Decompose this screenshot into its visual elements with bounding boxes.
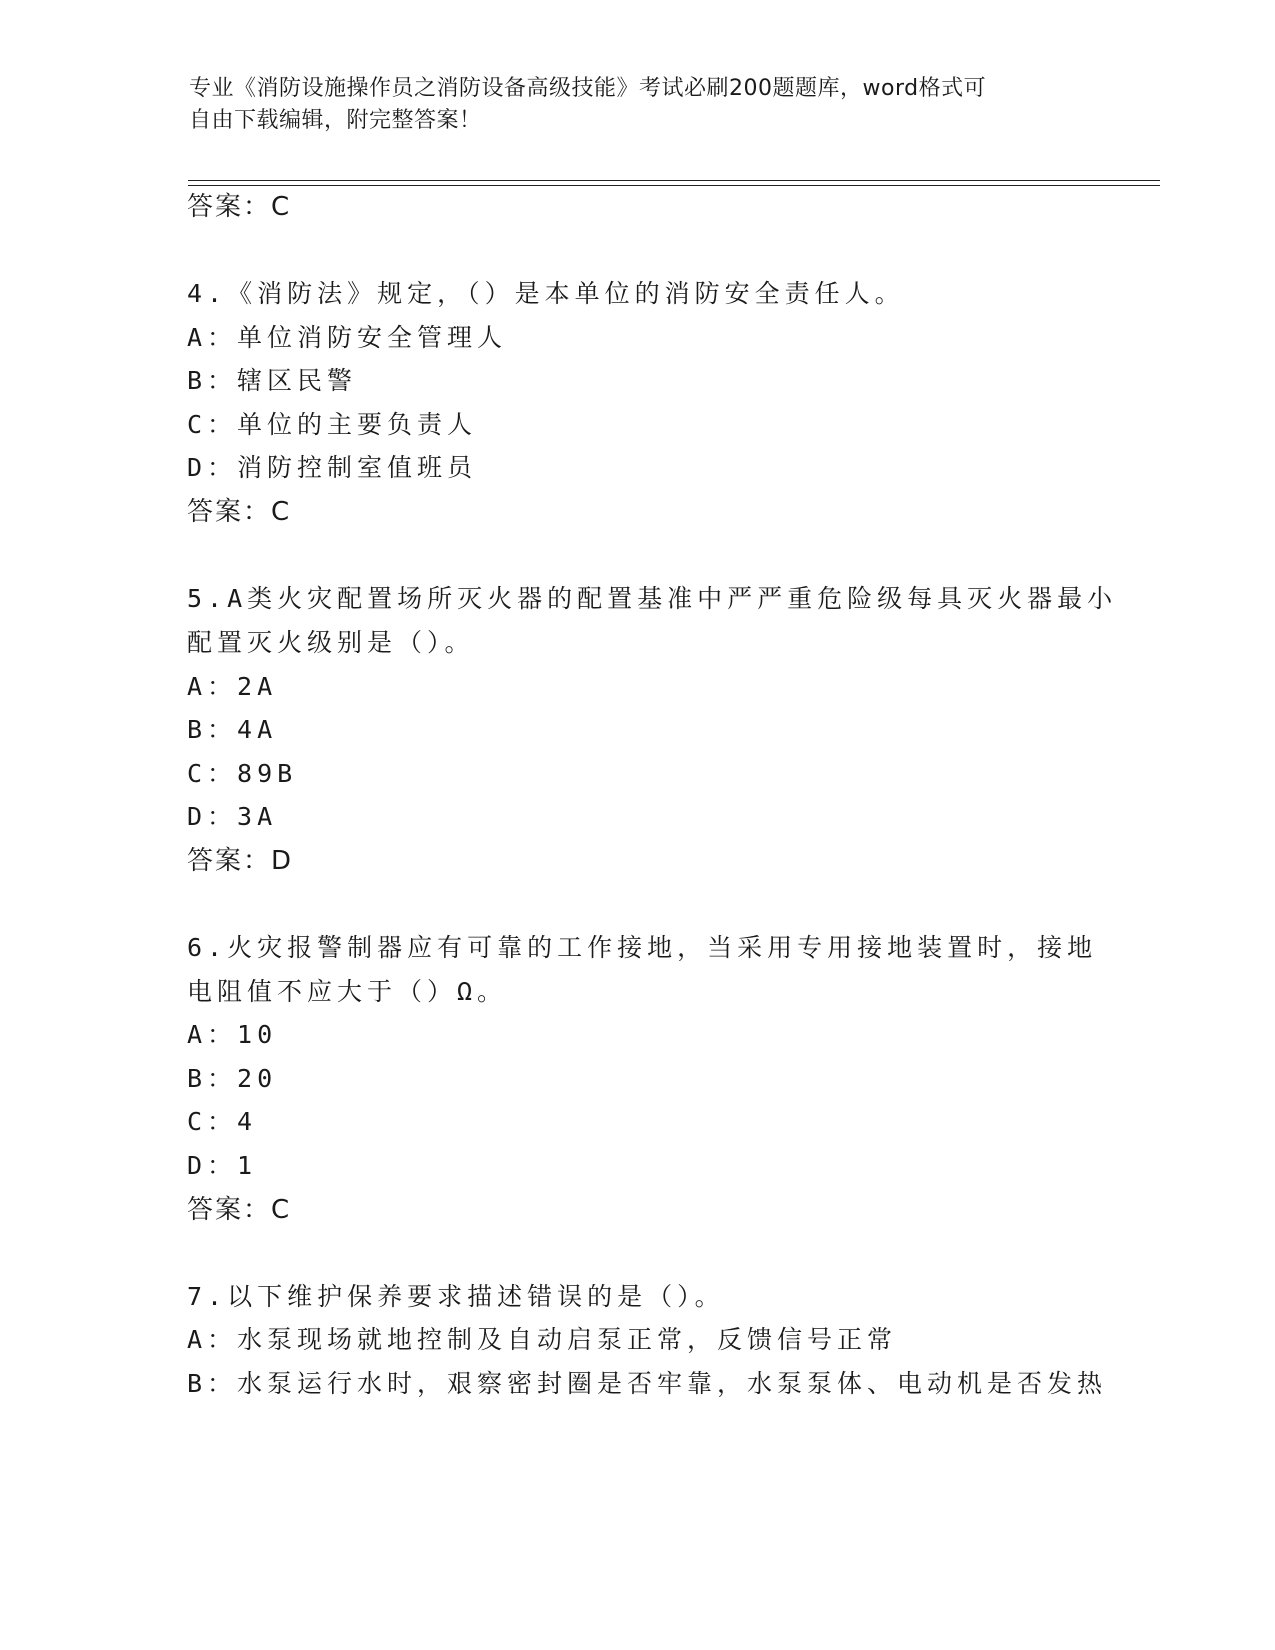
option-a: A：10: [187, 1020, 278, 1049]
header-line: 专业《消防设施操作员之消防设备高级技能》考试必刷200题题库，word格式可: [189, 76, 987, 101]
question-stem: 5.A类火灾配置场所灭火器的配置基准中严严重危险级每具灭火器最小: [187, 584, 1118, 613]
header-line: 自由下载编辑，附完整答案！: [189, 108, 482, 133]
question-stem: 7.以下维护保养要求描述错误的是（）。: [187, 1282, 725, 1311]
question-stem-continued: 配置灭火级别是（）。: [187, 628, 475, 657]
option-a: A：单位消防安全管理人: [187, 323, 508, 352]
option-a: A：水泵现场就地控制及自动启泵正常，反馈信号正常: [187, 1325, 898, 1354]
header-divider: [188, 180, 1160, 181]
answer-line: 答案：C: [187, 497, 292, 527]
option-b: B：辖区民警: [187, 366, 358, 395]
question-stem-continued: 电阻值不应大于（）Ω。: [187, 977, 508, 1006]
header-divider: [188, 185, 1160, 186]
answer-line: 答案：C: [187, 1195, 292, 1225]
option-c: C：89B: [187, 759, 298, 788]
option-d: D：3A: [187, 802, 278, 831]
answer-line: 答案：D: [187, 846, 294, 876]
option-d: D：消防控制室值班员: [187, 453, 478, 482]
answer-line: 答案：C: [187, 192, 292, 222]
question-stem: 4.《消防法》规定，（）是本单位的消防安全责任人。: [187, 279, 905, 308]
option-a: A：2A: [187, 672, 278, 701]
option-b: B：4A: [187, 715, 278, 744]
document-header: [189, 73, 1069, 137]
question-stem: 6.火灾报警制器应有可靠的工作接地，当采用专用接地装置时，接地: [187, 933, 1098, 962]
option-d: D：1: [187, 1151, 258, 1180]
option-c: C：4: [187, 1107, 258, 1136]
option-b: B：水泵运行水时，艰察密封圈是否牢靠，水泵泵体、电动机是否发热: [187, 1369, 1108, 1398]
option-b: B：20: [187, 1064, 278, 1093]
option-c: C：单位的主要负责人: [187, 410, 478, 439]
